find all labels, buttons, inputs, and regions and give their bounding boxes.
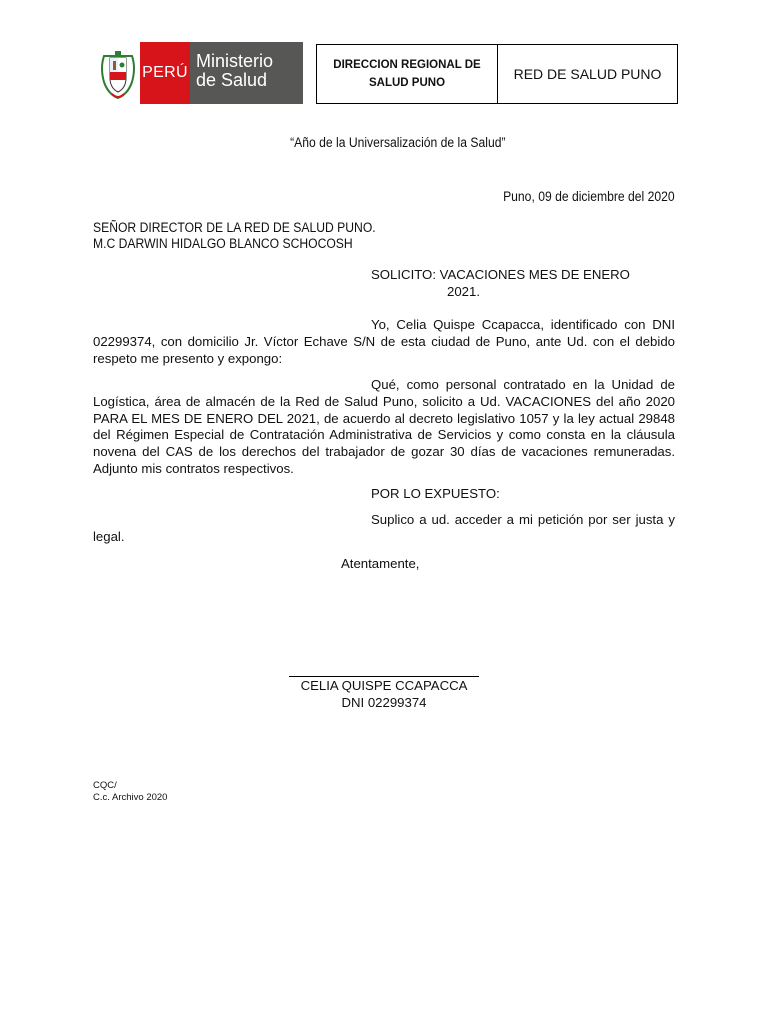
footer-notes <box>93 780 167 804</box>
signature-line <box>289 662 479 677</box>
addressee-line1: SEÑOR DIRECTOR DE LA RED DE SALUD PUNO. <box>93 220 376 235</box>
subject-line2: 2021. <box>447 283 481 299</box>
header-cell-regional: DIRECCION REGIONAL DE SALUD PUNO <box>317 45 498 103</box>
subject-line1: SOLICITO: VACACIONES MES DE ENERO <box>371 267 630 282</box>
addressee-line2: M.C DARWIN HIDALGO BLANCO SCHOCOSH <box>93 236 353 251</box>
ministry-logo <box>98 42 303 104</box>
subject <box>371 267 630 301</box>
closing: Atentamente, <box>341 556 420 571</box>
addressee <box>93 220 376 252</box>
footer-initials: CQC/ <box>93 780 117 791</box>
paragraph-intro: Yo, Celia Quispe Ccapacca, identificado con DNI 02299374, con domicilio Jr. Víctor Echave S/N de esta ciudad de Puno, ante Ud. con el debido respeto me presento y expongo: <box>93 317 675 366</box>
paragraph-suplico: Suplico a ud. acceder a mi petición por ser justa y legal. <box>93 512 675 544</box>
signature-name: CELIA QUISPE CCAPACCA <box>300 678 468 693</box>
coat-of-arms-icon <box>98 48 138 100</box>
signature-block <box>0 678 768 712</box>
peru-label: PERÚ <box>140 42 190 104</box>
ministry-line2: de Salud <box>196 70 268 90</box>
ministry-label <box>190 42 303 104</box>
header-table <box>316 44 678 104</box>
year-motto: “Año de la Universalización de la Salud” <box>290 135 506 150</box>
paragraph-request: Qué, como personal contratado en la Unidad de Logística, área de almacén de la Red de Salud Puno, solicito a Ud. VACACIONES del año 2020 PARA EL MES DE ENERO DEL 2021, de acuerdo al decreto legislativo 1057 y la ley actual 29848 del Régimen Especial de Contratación Administrativa de Servicios y como consta en la cláusula novena del CAS de los derechos del trabajador de gozar 30 días de vacaciones remuneradas. Adjunto mis contratos respectivos. <box>93 377 675 476</box>
header-cell-red: RED DE SALUD PUNO <box>513 66 662 82</box>
signature-dni: DNI 02299374 <box>341 694 427 710</box>
letter-date: Puno, 09 de diciembre del 2020 <box>503 189 675 204</box>
ministry-line1: Ministerio <box>196 51 274 71</box>
paragraph-expuesto: POR LO EXPUESTO: <box>371 486 500 501</box>
footer-cc: C.c. Archivo 2020 <box>93 792 168 803</box>
